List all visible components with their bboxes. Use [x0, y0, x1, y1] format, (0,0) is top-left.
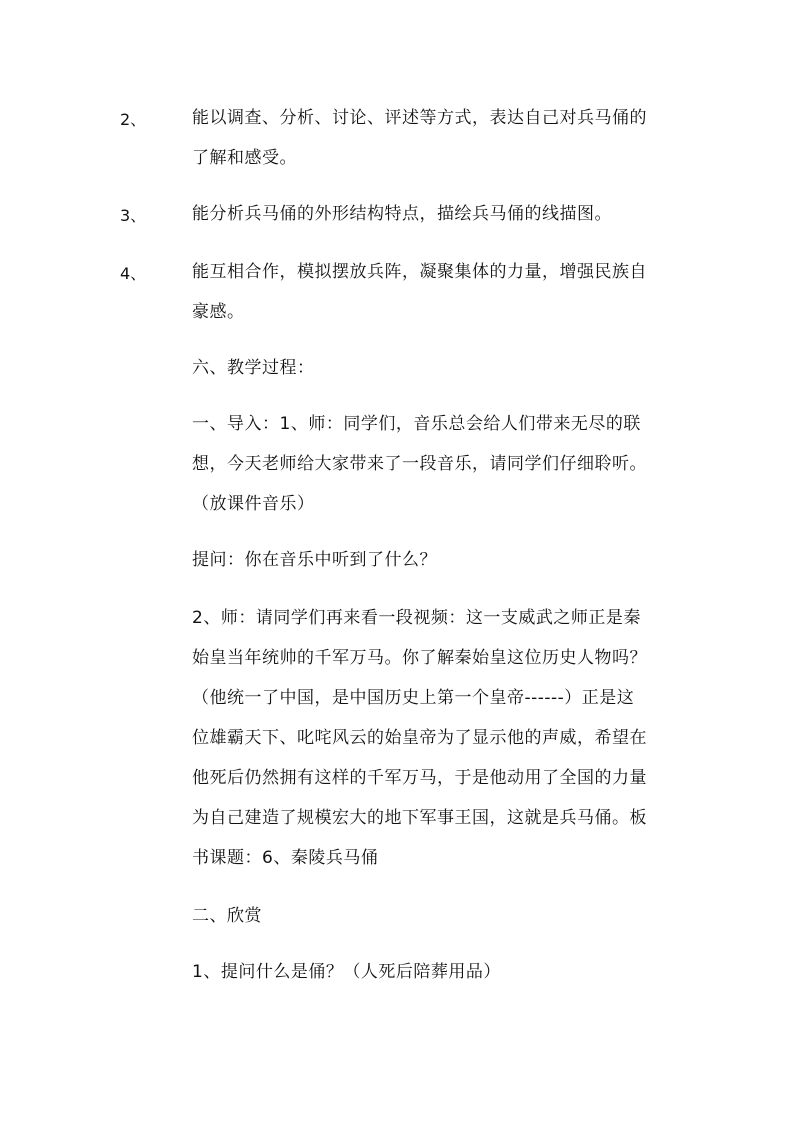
- section-six-heading: 六、教学过程：: [192, 358, 315, 378]
- text-line: 能以调查、分析、讨论、评述等方式，表达自己对兵马俑的: [192, 108, 647, 128]
- video-paragraph: [192, 598, 712, 878]
- text-line: 2、师：请同学们再来看一段视频：这一支威武之师正是秦: [192, 608, 641, 628]
- text-line: 始皇当年统帅的千军万马。你了解秦始皇这位历史人物吗？: [192, 648, 647, 668]
- objective-text: [192, 98, 712, 178]
- intro-paragraph: [192, 404, 712, 524]
- text-line: 豪感。: [192, 302, 245, 322]
- text-line: 书课题：6、秦陵兵马俑: [192, 848, 379, 868]
- question-two-paragraph: [192, 952, 712, 992]
- objective-number: 4、: [120, 264, 147, 283]
- text-line: 能分析兵马俑的外形结构特点，描绘兵马俑的线描图。: [192, 204, 612, 224]
- objective-number: 2、: [120, 110, 147, 129]
- question-text: 提问：你在音乐中听到了什么？: [192, 550, 437, 570]
- section-two-heading: 二、欣赏: [192, 906, 262, 926]
- text-line: 为自己建造了规模宏大的地下军事王国，这就是兵马俑。板: [192, 808, 647, 828]
- objective-text: [192, 252, 712, 332]
- objective-number: 3、: [120, 206, 147, 225]
- text-line: 想，今天老师给大家带来了一段音乐，请同学们仔细聆听。: [192, 454, 647, 474]
- question-paragraph: [192, 540, 712, 580]
- text-line: 他死后仍然拥有这样的千军万马，于是他动用了全国的力量: [192, 768, 647, 788]
- text-line: （他统一了中国，是中国历史上第一个皇帝------）正是这: [192, 688, 635, 708]
- text-line: 了解和感受。: [192, 148, 297, 168]
- section-heading: [192, 348, 712, 388]
- section-heading: [192, 896, 712, 936]
- text-line: 能互相合作，模拟摆放兵阵，凝聚集体的力量，增强民族自: [192, 262, 647, 282]
- objective-text: [192, 194, 712, 234]
- text-line: （放课件音乐）: [192, 494, 315, 514]
- text-line: 一、导入：1、师：同学们，音乐总会给人们带来无尽的联: [192, 414, 641, 434]
- question-two-text: 1、提问什么是俑？（人死后陪葬用品）: [192, 962, 501, 982]
- text-line: 位雄霸天下、叱咤风云的始皇帝为了显示他的声威，希望在: [192, 728, 647, 748]
